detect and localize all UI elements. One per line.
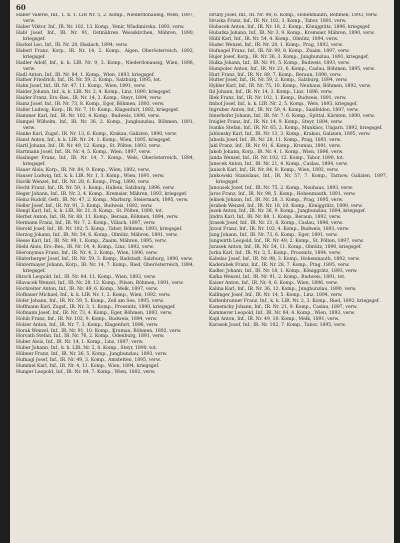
directory-entry: Janecek Anton, Inf., IR. Nr. 21, 4. Komp., Caslau, 1894, verw. — [209, 161, 349, 167]
directory-entry: Hieronymus Franz, Inf., IR. Nr. 4, 2. Komp., Wien, 1896, verw. — [16, 251, 158, 257]
directory-entry: Humpolec Anton, Inf., IR. Nr. 21, 6. Komp., Caslau, Böhmen, 1895, verw. — [209, 66, 376, 72]
directory-entry: Hochreiter Anton, Inf., IR. Nr. 49, 6. Komp., Melk, 1897, verw. — [16, 286, 158, 292]
directory-entry: Hurt Franz, Inf., IR. Nr. 88, 7. Komp., Beraun, 1890, verw. — [209, 72, 342, 78]
directory-entry: Hainz Josef, Inf., IR. Nr. 73, 8. Komp., Eger, Böhmen, 1893, verw. — [16, 102, 165, 108]
directory-entry: Hintermayer Johann, Korp., IR. Nr. 14, 7. Komp., Ried, Oberösterreich, 1894, kriegsgef. — [16, 263, 194, 274]
directory-entry: Hübner Franz, Inf., IR. Nr. 36, 5. Komp., Jungbunzlau, 1893, verw. — [16, 352, 168, 358]
directory-entry: Kaltenbrunner Franz, Inf., k. k. LIR. Nr. 2, 3. Komp., Ried, 1892, kriegsgef. — [209, 298, 380, 304]
directory-entry: Hufnagel Franz, Inf., IR. Nr. 99, 8. Komp., Znaim, 1897, verw. — [209, 48, 350, 54]
directory-entry: Huber Johann, Inf., k. k. LIR. Nr. 2, 8. Komp., Steyr, 1890, tot. — [16, 346, 158, 352]
directory-entry: Haller Ludwig, Korp., IR. Nr. 7, 10. Komp., Klagenfurt, 1892, kriegsgef. — [16, 108, 180, 114]
directory-entry: Kadlec Johann, Inf., IR. Nr. 18, 1. Komp., Königgrätz, 1893, verw. — [209, 268, 358, 274]
directory-entry: Haber Viktor, Inf., IR. Nr. 102, 13. Komp., Venir, Wladimirska. 1893, verw. — [16, 24, 185, 30]
directory-entry: Hauer Alois, Korp., IR. Nr. 84, 9. Komp., Wien, 1892, verw. — [16, 167, 150, 173]
directory-entry: Hofmann Josef, Inf., IR. Nr. 73, 4. Komp., Eger, Böhmen, 1893, verw. — [16, 310, 173, 316]
directory-entry: Kallinger Josef, Inf., IR. Nr. 14, 5. Komp., Linz, 1894, verw. — [209, 292, 343, 298]
directory-entry: Hulka Johann, Inf., IR. Nr. 91, 5. Komp., Budweis, 1893, verw. — [209, 60, 350, 66]
directory-entry: Hummel Karl, Inf., IR. Nr. 4, 11. Komp., Wien, 1894, kriegsgef. — [16, 364, 160, 370]
directory-entry: Hinterberger Josef, Inf., IR. Nr. 59, 3. Komp., Radstadt, Salzburg, 1890, verw. — [16, 257, 194, 263]
directory-entry: Haider Johann, Inf., k. k. LIR. Nr. 2, 4. Komp., Linz, 1890, kriegsgef. — [16, 90, 172, 96]
directory-entry: Hafner Friedrich, Inf., IR. Nr. 59, 2. Komp., Salzburg, 1895, tot. — [16, 78, 162, 84]
right-column — [209, 13, 387, 538]
directory-entry: Heller Josef, Inf., IR. Nr. 91, 3. Komp., Budweis, 1892, verw. — [16, 203, 153, 209]
directory-entry: Kalina Karl, Inf., IR. Nr. 36, 12. Komp., Jungbunzlau, 1890, verw. — [209, 286, 357, 292]
directory-entry: Hutter Josef, Inf., IR. Nr. 59, 2. Komp., Salzburg, 1894, verw. — [209, 78, 348, 84]
directory-entry: Herbst Anton, Inf., IR. Nr. 88, 11. Komp., Beraun, Böhmen, 1894, verw. — [16, 215, 179, 221]
directory-entry: Huber Alois, Inf., IR. Nr. 14, 1. Komp., Linz, 1897, verw. — [16, 340, 144, 346]
directory-entry: Hubacek Anton, Inf., IR. Nr. 18, 2. Komp., Königgrätz, 1896, kriegsgef. — [209, 24, 371, 30]
directory-entry: Jurka Karl, Inf., IR. Nr. 3, 5. Komp., Prossnitz, 1894, verw. — [209, 251, 341, 257]
directory-entry: Ingruber Anton, Inf., IR. Nr. 59, 4. Komp., Saalfelden, 1897, verw. — [209, 108, 359, 114]
directory-entry: Havlik Wenzel, Inf., IR. Nr. 28, 6. Komp., Prag, 1890, verw. — [16, 179, 150, 185]
directory-entry: Kammerer Leopold, Inf., IR. Nr. 84, 4. Komp., Wien, 1893, verw. — [209, 310, 356, 316]
directory-entry: Jurasek Anton, Inf., IR. Nr. 54, 11. Komp., Olmütz, 1890, kriegsgef. — [209, 245, 362, 251]
directory-entry: Jindra Karl, Inf., IR. Nr. 88, 1. Komp., Beraun, 1892, verw. — [209, 215, 342, 221]
directory-entry: Jablonsky Karl, Inf., IR. Nr. 13, 3. Komp., Krakau, Galizien, 1895, verw. — [209, 132, 371, 138]
directory-entry: Hanke Karl, Zugsf., IR. Nr. 13, 6. Komp., Krakau, Galizien, 1890, verw. — [16, 132, 177, 138]
directory-entry: Jakl Franz, Inf., IR. Nr. 91, 6. Komp., Krumau, 1891, verw. — [209, 143, 342, 149]
directory-entry: Ibl Johann, Inf., IR. Nr. 14, 3. Komp., Linz, 1896, verw. — [209, 90, 333, 96]
directory-entry: Jakob Johann, Korp., IR. Nr. 4, 1. Komp., Wien, 1896, verw. — [209, 149, 344, 155]
directory-entry: Haber Valerie, Inf., 1. k. 1. LIR Nr. 5, 2. Komp., Niederdonaueig, Wien, 1897, verw. — [16, 13, 194, 24]
directory-entry: Hartl Johann, Inf., IR. Nr. 49, 12. Komp., St. Pölten, 1893, verw. — [16, 143, 161, 149]
directory-entry: Imhof Josef, Inf., k. k. LIR. Nr. 2, 5. Komp., Wels, 1893, kriegsgef. — [209, 102, 358, 108]
directory-entry: Habl Josef, Inf., IR. Nr. 91, Ostmähren Weisskirchen, Mähren, 1890, kriegsgef. — [16, 30, 194, 42]
directory-entry: Hengl Karl, Inf., k. k. LIR. Nr. 21, 8. Komp., St. Pölten, 1890, tot. — [16, 209, 164, 215]
directory-entry: Karasek Josef, Inf., IR. Nr. 102, 7. Komp., Tabor, 1895, verw. — [209, 322, 346, 328]
directory-entry: Heger Johann, Inf., IR. Nr. 3, 4. Komp., Kremsier, Mähren, 1893, kriegsgef. — [16, 191, 188, 197]
directory-entry: Hirsch Leopold, Inf., IR. Nr. 84, 11. Komp., Wien, 1893, verw. — [16, 274, 156, 280]
directory-entry: Hofbauer Michael, Inf., k. k. LIR. Nr. 1, 2. Komp., Wien, 1892, verw. — [16, 292, 171, 298]
directory-entry: Hybler Karl, Inf., IR. Nr. 75, 10. Komp., Neuhaus, Böhmen, 1892, verw. — [209, 84, 372, 90]
directory-page — [10, 0, 394, 543]
directory-entry: Kaderabek Franz, Inf., IR. Nr. 28, 7. Komp., Prag, 1895, verw. — [209, 263, 350, 269]
directory-entry: Hadler Adolf, Inf., k. k. LIR. Nr. 9, 3. Komp., Niederdonaueig, Wien, 1896, verw. — [16, 60, 194, 72]
directory-entry: Kabelac Josef, Inf., IR. Nr. 98, 3. Komp., Hohenmauth, 1892, verw. — [209, 257, 360, 263]
directory-entry: Irsigler Franz, Inf., IR. Nr. 14, 9. Komp., Steyr, 1894, verw. — [209, 120, 343, 126]
directory-entry: Herold Josef, Inf., IR. Nr. 102, 5. Komp., Tabor, Böhmen, 1893, kriegsgef. — [16, 227, 183, 233]
directory-entry: Heinz Rudolf, Gefr., IR. Nr. 47, 2. Komp., Marburg, Steiermark, 1895, verw. — [16, 197, 189, 203]
directory-entry: Jaros Franz, Inf., IR. Nr. 98, 5. Komp., Hohenmauth, 1891, verw. — [209, 191, 356, 197]
directory-entry: Hubatka Johann, Inf., IR. Nr. 3, 9. Komp., Kremsier, Mähren, 1890, verw. — [209, 30, 375, 36]
directory-entry: Hoffmann Karl, Zugsf., IR. Nr. 3, 1. Komp., Prossnitz, 1890, kriegsgef. — [16, 304, 176, 310]
directory-entry: Jerabek Wenzel, Inf., IR. Nr. 18, 10. Komp., Königgrätz, 1890, verw. — [209, 203, 363, 209]
directory-entry: Jung Johann, Inf., IR. Nr. 73, 6. Komp., Eger, 1891, verw. — [209, 233, 338, 239]
directory-entry: Hadl Anton, Inf., IR. Nr. 84, 1. Komp., Wien, 1893, kriegsgef. — [16, 72, 155, 78]
directory-entry: Hecht Franz, Inf., IR. Nr. 59, 1. Komp., Hallein, Salzburg, 1896, verw. — [16, 185, 175, 191]
directory-entry: Innerhofer Johann, Inf., IR. Nr. 7, 6. Komp., Spittal, Kärnten, 1890, verw. — [209, 114, 375, 120]
directory-entry: Kapl Anton, Inf., IR. Nr. 49, 10. Komp., Melk, 1891, verw. — [209, 316, 340, 322]
page-number: 60 — [16, 3, 26, 12]
directory-entry: Jungwirth Leopold, Inf., IR. Nr. 49, 2. Komp., St. Pölten, 1897, verw. — [209, 239, 364, 245]
directory-entry: Hampel Wilhelm, Inf., IR. Nr. 36, 2. Komp., Jungbunzlau, Böhmen, 1891, verw. — [16, 120, 194, 132]
directory-entry: Jankowski Stanislaus, Inf., IR. Nr. 57, 7. Komp., Tarnow, Galizien, 1897, kriegsgef. — [209, 173, 387, 185]
directory-entry: Ivanko Stefan, Inf., IR. Nr. 65, 2. Komp., Munkács, Ungarn, 1892, kriegsgef. — [209, 126, 383, 132]
directory-entry: Hartmann Josef, Inf., IR. Nr. 4, 5. Komp., Wien, 1897, verw. — [16, 149, 152, 155]
directory-entry: Hauser Ludwig, Inf., k. k. LIR. Nr. 1, 3. Komp., Wien, 1891, verw. — [16, 173, 165, 179]
directory-entry: Hruska Franz, Inf., IR. Nr. 102, 3. Komp., Tabor, 1891, verw. — [209, 18, 347, 24]
directory-entry: Kamenicky Johann, Inf., IR. Nr. 21, 9. Komp., Caslau, 1897, verw. — [209, 304, 358, 310]
directory-entry: Jezek Anton, Inf., IR. Nr. 36, 9. Komp., Jungbunzlau, 1894, kriegsgef. — [209, 209, 366, 215]
directory-entry: Hujer Josef, Korp., IR. Nr. 36, 3. Komp., Jungbunzlau, 1891, kriegsgef. — [209, 54, 369, 60]
directory-entry: Hansl Anton, Inf., k. k. LIR. Nr. 24, 1. Komp., Wien, 1895, kriegsgef. — [16, 138, 172, 144]
directory-entry: Hudec Wenzel, Inf., IR. Nr. 28, 1. Komp., Prag, 1892, verw. — [209, 42, 343, 48]
directory-entry: Hackel Leo, Inf., IR. Nr. 28, Haslach, 1894, verw. — [16, 42, 128, 48]
directory-entry: Hruby Josef, Inf., IR. Nr. 98, 6. Komp., Hohenmauth, Böhmen, 1893, verw. — [209, 13, 378, 18]
directory-entry: Jahoda Josef, Inf., IR. Nr. 28, 11. Komp., Prag, 1893, verw. — [209, 138, 342, 144]
directory-entry: Herzog Johann, Inf., IR. Nr. 54, 6. Komp., Olmütz, Mähren, 1891, verw. — [16, 233, 178, 239]
directory-entry: Janisch Karl, Inf., IR. Nr. 84, 8. Komp., Wien, 1892, verw. — [209, 167, 339, 173]
left-column — [16, 13, 194, 538]
directory-entry: Hübl Karl, Inf., IR. Nr. 54, 4. Komp., Olmütz, 1894, verw. — [209, 36, 339, 42]
directory-entry: Hiebl Alois, Ers.-Res., IR. Nr. 14, 4. Komp., Linz, 1892, verw. — [16, 245, 155, 251]
directory-entry: Kaiser Anton, Inf., IR. Nr. 4, 6. Komp., Wien, 1896, verw. — [209, 280, 338, 286]
directory-entry: Haberl Franz, Korp., IR. Nr. 14, 2. Komp., Aigen, Oberösterreich, 1892, kriegsgef. — [16, 48, 194, 60]
directory-entry: Hesse Karl, Inf., IR. Nr. 99, 1. Komp., Znaim, Mähren, 1895, verw. — [16, 239, 167, 245]
directory-entry: Hufnagl Josef, Inf., IR. Nr. 49, 3. Komp., Amstetten, 1895, verw. — [16, 358, 161, 364]
directory-entry: Janda Wenzel, Inf., IR. Nr. 102, 12. Komp., Tabor, 1890, tot. — [209, 155, 345, 161]
directory-entry: Hunger Leopold, Inf., IR. Nr. 84, 7. Komp., Wien, 1892, verw. — [16, 370, 156, 376]
directory-entry: Hofer Johann, Inf., IR. Nr. 59, 5. Komp., Zell am See, 1895, verw. — [16, 298, 164, 304]
directory-entry: Hammer Karl, Inf., IR. Nr. 102, 4. Komp., Budweis, 1896, verw. — [16, 114, 160, 120]
directory-entry: Horak Wenzel, Inf., IR. Nr. 91, 10. Komp., Krumau, Böhmen, 1892, verw. — [16, 328, 182, 334]
directory-entry: Holzer Anton, Inf., IR. Nr. 7, 3. Komp., Klagenfurt, 1896, verw. — [16, 322, 159, 328]
directory-entry: Hahn Josef, Inf., IR. Nr. 47, 11. Komp., Wien, 1891, verw. — [16, 84, 146, 90]
directory-entry: Holub Franz, Inf., IR. Nr. 102, 9. Komp., Budweis, 1894, verw. — [16, 316, 158, 322]
directory-entry: Hermann Franz, Inf., IR. Nr. 7, 2. Komp., Villach, 1897, verw. — [16, 221, 156, 227]
directory-entry: Jirasek Josef, Inf., IR. Nr. 21, 8. Komp., Caslau, 1896, verw. — [209, 221, 344, 227]
directory-entry: Janousek Josef, Inf., IR. Nr. 75, 2. Komp., Neuhaus, 1893, verw. — [209, 185, 353, 191]
directory-entry: Hlavacek Wenzel, Inf., IR. Nr. 28, 12. Komp., Pilsen, Böhmen, 1891, verw. — [16, 280, 184, 286]
directory-entry: Jirout Franz, Inf., IR. Nr. 102, 4. Komp., Budweis, 1893, verw. — [209, 227, 350, 233]
directory-entry: Haslinger Franz, Inf., IR. Nr. 14, 7. Komp., Wels, Oberösterreich, 1894, kriegsgef. — [16, 155, 194, 167]
directory-entry: Horvath Stefan, Inf., IR. Nr. 76, 2. Komp., Ödenburg, 1891, verw. — [16, 334, 165, 340]
directory-entry: Illek Franz, Inf., IR. Nr. 102, 1. Komp., Budweis, 1891, verw. — [209, 96, 347, 102]
directory-entry: Jelinek Johann, Inf., IR. Nr. 28, 3. Komp., Prag, 1895, verw. — [209, 197, 344, 203]
directory-entry: Kafka Wenzel, Inf., IR. Nr. 91, 2. Komp., Budweis, 1891, tot. — [209, 274, 346, 280]
directory-entry: Haider Franz, Ers.-Res., IR. Nr. 14, 3. Komp., Steyr, 1894, verw. — [16, 96, 162, 102]
